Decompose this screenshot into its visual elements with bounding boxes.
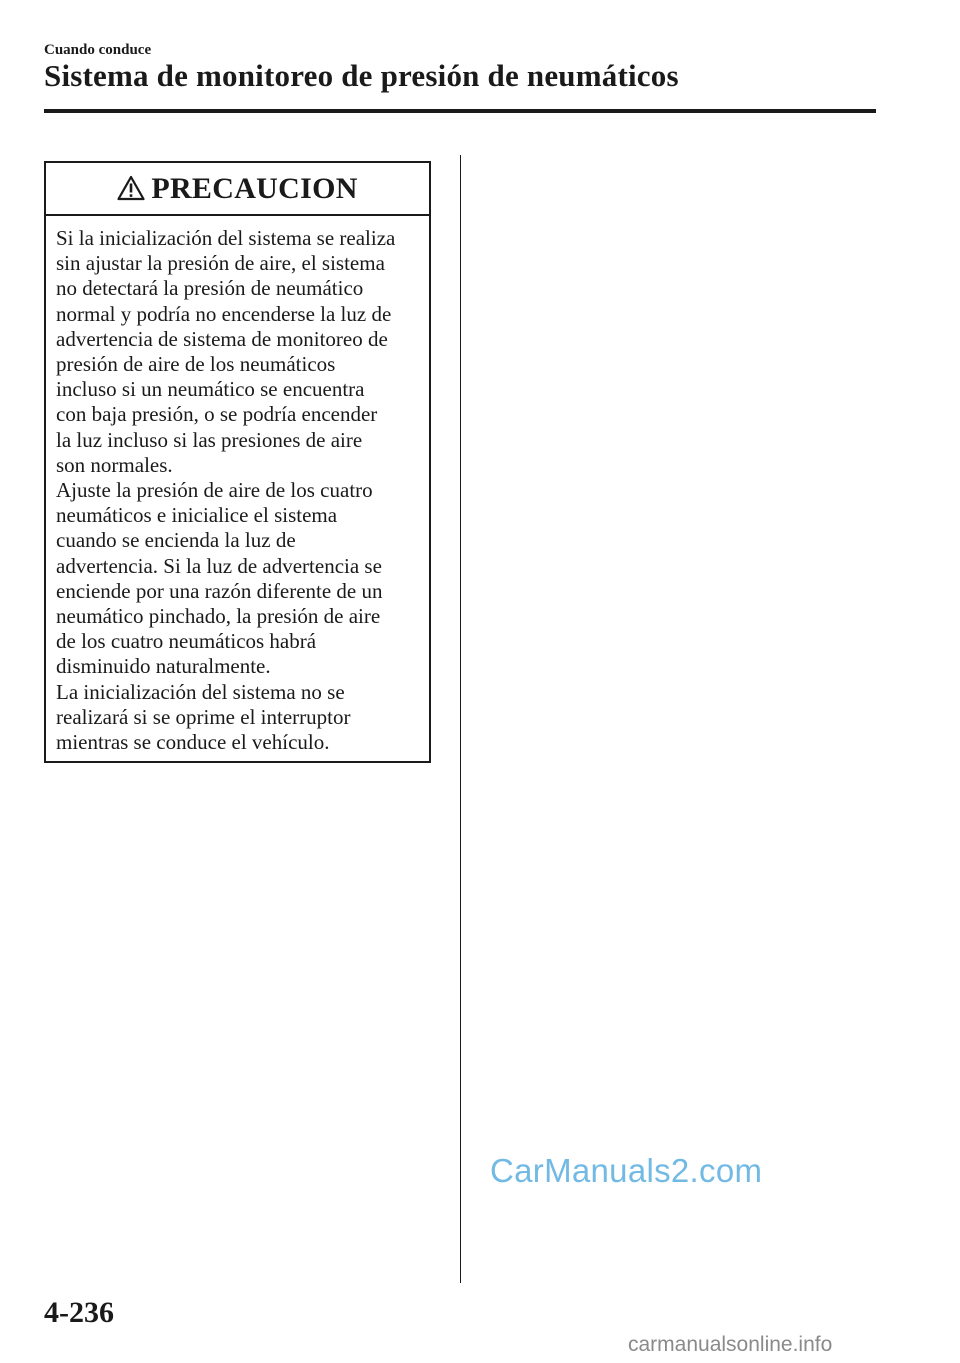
page-number: 4-236 [44,1296,114,1329]
warning-triangle-icon [117,175,145,201]
title-rule [44,109,876,113]
caution-line: advertencia. Si la luz de advertencia se [56,553,382,578]
caution-line: La inicialización del sistema no se [56,679,345,704]
footer-watermark: carmanualsonline.info [628,1333,833,1356]
caution-line: cuando se encienda la luz de [56,528,296,553]
caution-line: advertencia de sistema de monitoreo de [56,326,388,351]
caution-line: con baja presión, o se podría encender [56,402,378,427]
caution-line: Ajuste la presión de aire de los cuatro [56,478,373,503]
caution-box [44,161,431,763]
caution-line: de los cuatro neumáticos habrá [56,629,317,654]
caution-line: incluso si un neumático se encuentra [56,377,365,402]
column-divider [460,155,461,1283]
caution-heading: PRECAUCION [151,171,358,205]
caution-line: normal y podría no encenderse la luz de [56,301,392,326]
caution-line: neumático pinchado, la presión de aire [56,604,381,629]
caution-line: mientras se conduce el vehículo. [56,730,330,755]
caution-line: disminuido naturalmente. [56,654,271,679]
page-title: Sistema de monitoreo de presión de neumáticos [44,58,679,93]
caution-line: realizará si se oprime el interruptor [56,704,351,729]
caution-line: neumáticos e inicialice el sistema [56,503,338,528]
caution-line: no detectará la presión de neumático [56,276,364,301]
caution-line: sin ajustar la presión de aire, el sistema [56,251,385,276]
caution-line: Si la inicialización del sistema se realiza [56,226,396,250]
caution-line: enciende por una razón diferente de un [56,578,383,603]
watermark: CarManuals2.com [490,1152,763,1189]
section-label: Cuando conduce [44,42,152,58]
caution-header [46,163,429,216]
caution-body [46,216,429,755]
caution-line: son normales. [56,452,173,477]
caution-line: presión de aire de los neumáticos [56,352,336,377]
caution-line: la luz incluso si las presiones de aire [56,427,363,452]
